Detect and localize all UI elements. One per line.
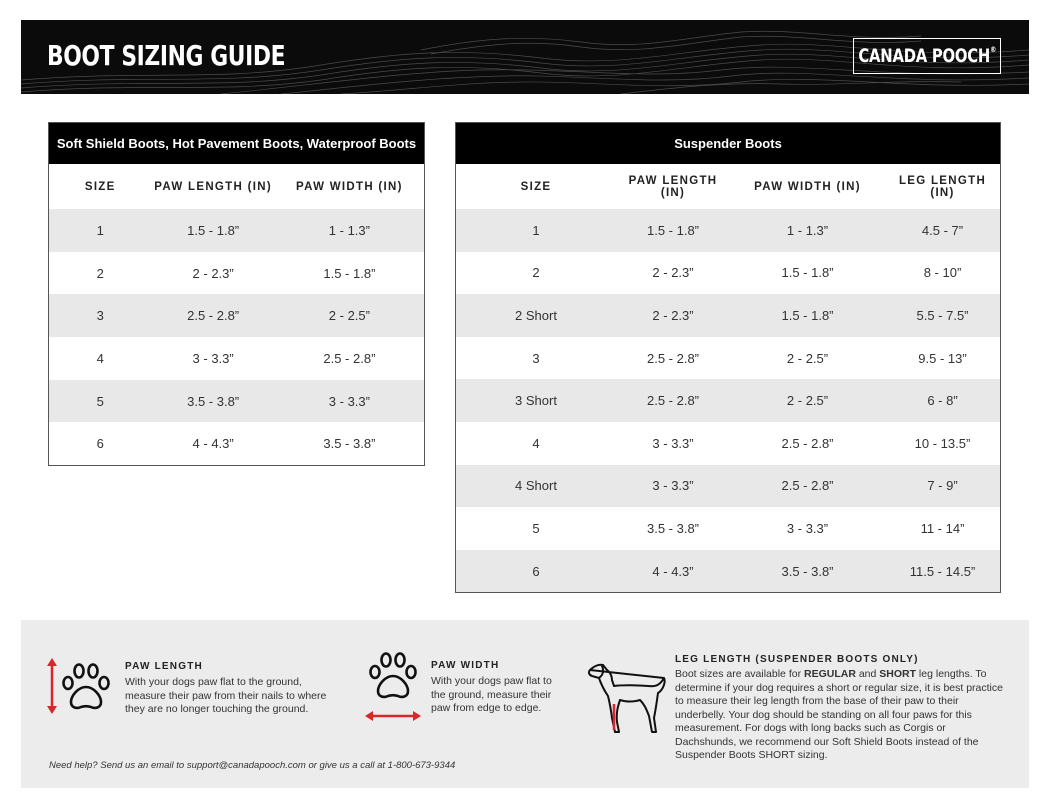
cell-paw-width: 3.5 - 3.8” bbox=[323, 436, 376, 452]
cell-paw-width: 2 - 2.5” bbox=[328, 308, 370, 324]
cell-paw-length: 3 - 3.3” bbox=[192, 350, 234, 366]
cell-leg-length: 8 - 10” bbox=[923, 265, 962, 281]
cell-size: 6 bbox=[96, 436, 104, 452]
cell-paw-width: 3.5 - 3.8” bbox=[781, 563, 834, 579]
cell-paw-width: 2.5 - 2.8” bbox=[781, 478, 834, 494]
column-header-paw-width: PAW WIDTH (IN) bbox=[754, 180, 861, 193]
cell-size: 5 bbox=[532, 520, 540, 536]
table-title: Soft Shield Boots, Hot Pavement Boots, Waterproof Boots bbox=[49, 123, 424, 164]
leg-text-short: SHORT bbox=[879, 668, 917, 680]
cell-paw-length: 3.5 - 3.8” bbox=[187, 393, 240, 409]
cell-leg-length: 11 - 14” bbox=[920, 520, 965, 536]
cell-paw-length: 1.5 - 1.8” bbox=[646, 222, 700, 238]
cell-leg-length: 5.5 - 7.5” bbox=[916, 307, 969, 323]
page-title: BOOT SIZING GUIDE bbox=[47, 39, 286, 72]
table-row bbox=[456, 209, 1000, 252]
cell-size: 4 bbox=[96, 350, 104, 366]
cell-paw-length: 2 - 2.3” bbox=[652, 265, 694, 281]
paw-width-icon bbox=[363, 652, 423, 724]
cell-paw-length: 2.5 - 2.8” bbox=[646, 350, 700, 366]
cell-paw-length: 2 - 2.3” bbox=[652, 307, 694, 323]
column-header-size: SIZE bbox=[84, 180, 116, 193]
cell-paw-width: 2 - 2.5” bbox=[786, 393, 829, 409]
cell-size: 6 bbox=[532, 563, 540, 579]
paw-length-text: With your dogs paw flat to the ground, measure their paw from their nails to where they are no longer touching the ground. bbox=[125, 676, 327, 715]
leg-length-text bbox=[675, 668, 1003, 763]
table-body bbox=[456, 209, 1000, 592]
cell-paw-width: 2.5 - 2.8” bbox=[323, 350, 376, 366]
column-header-paw-length: PAW LENGTH (IN) bbox=[628, 174, 718, 199]
cell-paw-width: 1 - 1.3” bbox=[786, 222, 829, 238]
cell-size: 4 Short bbox=[515, 478, 557, 494]
table-row bbox=[49, 337, 424, 380]
brand-logo bbox=[853, 38, 1001, 74]
cell-paw-width: 3 - 3.3” bbox=[328, 393, 370, 409]
table-row bbox=[49, 209, 424, 252]
cell-leg-length: 10 - 13.5” bbox=[914, 435, 971, 451]
leg-text-part: leg lengths. To determine if your dog requires a short or regular size, it is best practice to measure their leg length from the base of their paw to their underbelly. Your dog should be standing on all four paws for this measurement. For dogs with long backs such as Corgis or Dachshunds, we recommend our Soft Shield Boots instead of the Suspender Boots SHORT sizing. bbox=[675, 668, 1003, 761]
table-title: Suspender Boots bbox=[456, 123, 1000, 164]
cell-size: 3 Short bbox=[515, 393, 557, 409]
cell-paw-width: 2 - 2.5” bbox=[786, 350, 829, 366]
column-header-leg-length: LEG LENGTH (IN) bbox=[898, 174, 987, 199]
column-header-size: SIZE bbox=[520, 180, 552, 193]
brand-name: CANADA POOCH bbox=[858, 45, 990, 67]
cell-paw-length: 4 - 4.3” bbox=[192, 436, 234, 452]
dog-leg-length-icon bbox=[586, 660, 672, 736]
table-row bbox=[456, 465, 1000, 508]
soft-shield-size-table bbox=[48, 122, 425, 466]
cell-size: 2 Short bbox=[515, 307, 557, 323]
cell-paw-width: 1 - 1.3” bbox=[328, 222, 370, 238]
cell-paw-length: 3 - 3.3” bbox=[652, 478, 694, 494]
paw-width-text: With your dogs paw flat to the ground, measure their paw from edge to edge. bbox=[431, 675, 552, 714]
cell-paw-length: 4 - 4.3” bbox=[652, 563, 694, 579]
cell-paw-length: 3 - 3.3” bbox=[652, 435, 694, 451]
cell-size: 3 bbox=[96, 308, 104, 324]
paw-width-title: PAW WIDTH bbox=[431, 660, 500, 671]
table-row bbox=[49, 422, 424, 465]
cell-leg-length: 6 - 8” bbox=[927, 393, 958, 409]
cell-paw-length: 2 - 2.3” bbox=[192, 265, 234, 281]
registered-mark: ® bbox=[989, 45, 996, 54]
cell-paw-length: 2.5 - 2.8” bbox=[187, 308, 240, 324]
column-headers bbox=[456, 164, 1000, 209]
cell-leg-length: 7 - 9” bbox=[927, 478, 958, 494]
table-row bbox=[456, 379, 1000, 422]
table-row bbox=[456, 252, 1000, 295]
cell-paw-width: 1.5 - 1.8” bbox=[781, 307, 834, 323]
column-headers bbox=[49, 164, 424, 209]
table-body bbox=[49, 209, 424, 465]
measurement-info-panel bbox=[21, 620, 1029, 788]
header-banner bbox=[21, 20, 1029, 94]
cell-size: 1 bbox=[96, 222, 104, 238]
column-header-paw-width: PAW WIDTH (IN) bbox=[296, 180, 403, 193]
table-row bbox=[456, 422, 1000, 465]
cell-size: 2 bbox=[96, 265, 104, 281]
cell-paw-width: 2.5 - 2.8” bbox=[781, 435, 834, 451]
table-row bbox=[456, 550, 1000, 593]
cell-paw-width: 3 - 3.3” bbox=[786, 520, 829, 536]
cell-leg-length: 9.5 - 13” bbox=[918, 350, 967, 366]
leg-text-part: and bbox=[855, 668, 880, 680]
paw-length-title: PAW LENGTH bbox=[125, 661, 203, 672]
cell-paw-length: 2.5 - 2.8” bbox=[646, 393, 700, 409]
table-row bbox=[49, 294, 424, 337]
cell-size: 2 bbox=[532, 265, 540, 281]
cell-size: 3 bbox=[532, 350, 540, 366]
paw-length-icon bbox=[43, 656, 115, 716]
cell-paw-length: 1.5 - 1.8” bbox=[187, 222, 240, 238]
table-row bbox=[456, 507, 1000, 550]
table-row bbox=[49, 380, 424, 423]
leg-length-title: LEG LENGTH (SUSPENDER BOOTS ONLY) bbox=[675, 654, 919, 665]
cell-paw-width: 1.5 - 1.8” bbox=[781, 265, 834, 281]
table-row bbox=[456, 337, 1000, 380]
leg-text-part: Boot sizes are available for bbox=[675, 668, 804, 680]
cell-paw-width: 1.5 - 1.8” bbox=[323, 265, 376, 281]
cell-size: 1 bbox=[532, 222, 540, 238]
cell-paw-length: 3.5 - 3.8” bbox=[646, 520, 700, 536]
table-row bbox=[456, 294, 1000, 337]
suspender-size-table bbox=[455, 122, 1001, 593]
help-contact-text: Need help? Send us an email to support@canadapooch.com or give us a call at 1-800-673-9344 bbox=[49, 760, 456, 771]
table-row bbox=[49, 252, 424, 295]
cell-leg-length: 4.5 - 7” bbox=[921, 222, 964, 238]
cell-size: 4 bbox=[532, 435, 540, 451]
cell-size: 5 bbox=[96, 393, 104, 409]
cell-leg-length: 11.5 - 14.5” bbox=[909, 563, 976, 579]
column-header-paw-length: PAW LENGTH (IN) bbox=[154, 180, 272, 193]
leg-text-regular: REGULAR bbox=[803, 668, 856, 680]
